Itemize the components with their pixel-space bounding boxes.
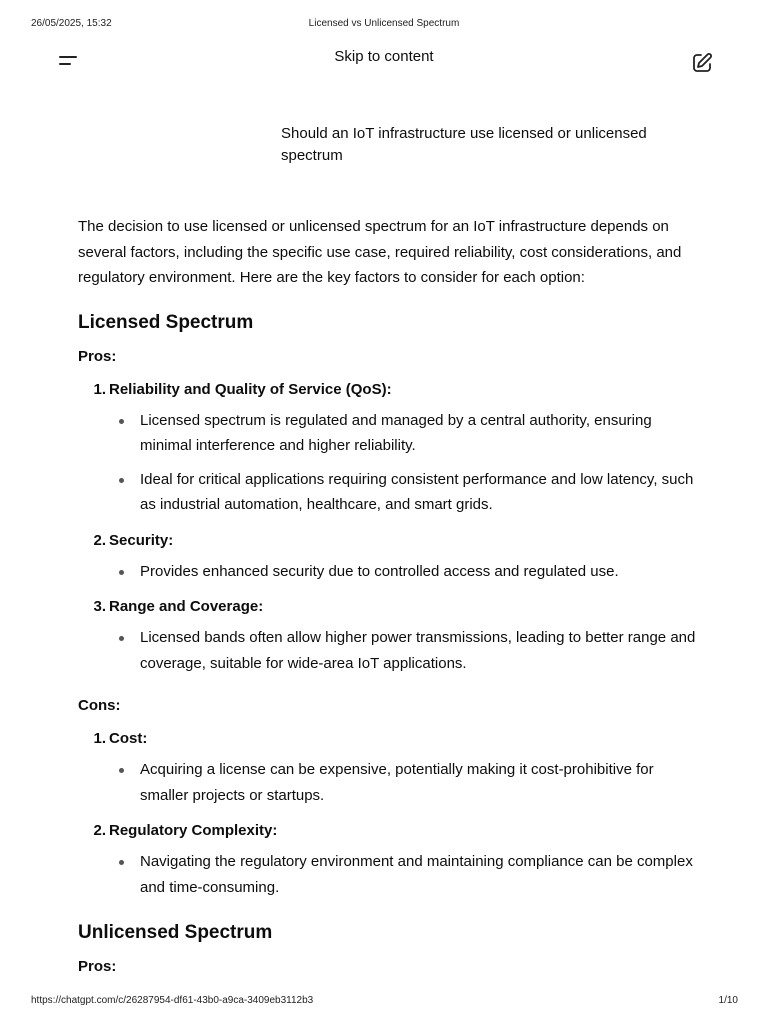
print-datetime: 26/05/2025, 15:32 — [31, 18, 112, 29]
pros-label: Pros: — [78, 347, 117, 365]
item-number: 2. — [93, 531, 106, 549]
item-title: Security: — [109, 531, 174, 549]
list-item — [78, 729, 698, 808]
item-title: Regulatory Complexity: — [109, 822, 278, 839]
bullet-item: Ideal for critical applications requiring consistent performance and low latency, such as industrial automation, healthcare, and smart grids. — [78, 467, 698, 518]
cons-label: Cons: — [78, 697, 121, 714]
skip-to-content-container — [0, 48, 768, 65]
bullet-item: Licensed bands often allow higher power transmissions, leading to better range and coverage, suitable for wide-area IoT applications. — [78, 625, 698, 676]
user-message: Should an IoT infrastructure use licensed or unlicensed spectrum — [281, 125, 647, 164]
item-title: Range and Coverage: — [109, 598, 264, 615]
bullet-item: Navigating the regulatory environment and maintaining compliance can be complex and time-consuming. — [78, 849, 698, 900]
item-number: 3. — [93, 598, 106, 615]
item-number: 1. — [93, 380, 106, 398]
bullet-item: Acquiring a license can be expensive, potentially making it cost-prohibitive for smaller projects or startups. — [78, 757, 698, 808]
list-item — [78, 597, 698, 676]
new-chat-edit-icon[interactable] — [690, 51, 714, 75]
print-page-number: 1/10 — [718, 995, 738, 1006]
response-intro: The decision to use licensed or unlicensed spectrum for an IoT infrastructure depends on several factors, including the specific use case, required reliability, cost considerations, and regulatory environment. Here are the key factors to consider for each option: — [78, 218, 682, 286]
list-item — [78, 531, 698, 585]
print-footer-url: https://chatgpt.com/c/26287954-df61-43b0-a9ca-3409eb3112b3 — [31, 995, 314, 1006]
assistant-response — [78, 214, 698, 977]
section-heading-licensed: Licensed Spectrum — [78, 311, 254, 333]
pros-label: Pros: — [78, 958, 117, 975]
licensed-pros-list — [78, 380, 698, 677]
item-title: Cost: — [109, 730, 148, 747]
list-item — [78, 380, 698, 518]
item-number: 1. — [93, 730, 106, 747]
bullet-item: Provides enhanced security due to controlled access and regulated use. — [78, 559, 698, 585]
section-heading-unlicensed: Unlicensed Spectrum — [78, 922, 273, 943]
licensed-cons-list — [78, 729, 698, 900]
item-title: Reliability and Quality of Service (QoS): — [109, 380, 392, 398]
list-item — [78, 821, 698, 900]
print-page-title: Licensed vs Unlicensed Spectrum — [308, 18, 460, 29]
item-number: 2. — [93, 822, 106, 839]
skip-to-content-link[interactable]: Skip to content — [334, 48, 434, 65]
bullet-item: Licensed spectrum is regulated and managed by a central authority, ensuring minimal interference and higher reliability. — [78, 408, 698, 459]
